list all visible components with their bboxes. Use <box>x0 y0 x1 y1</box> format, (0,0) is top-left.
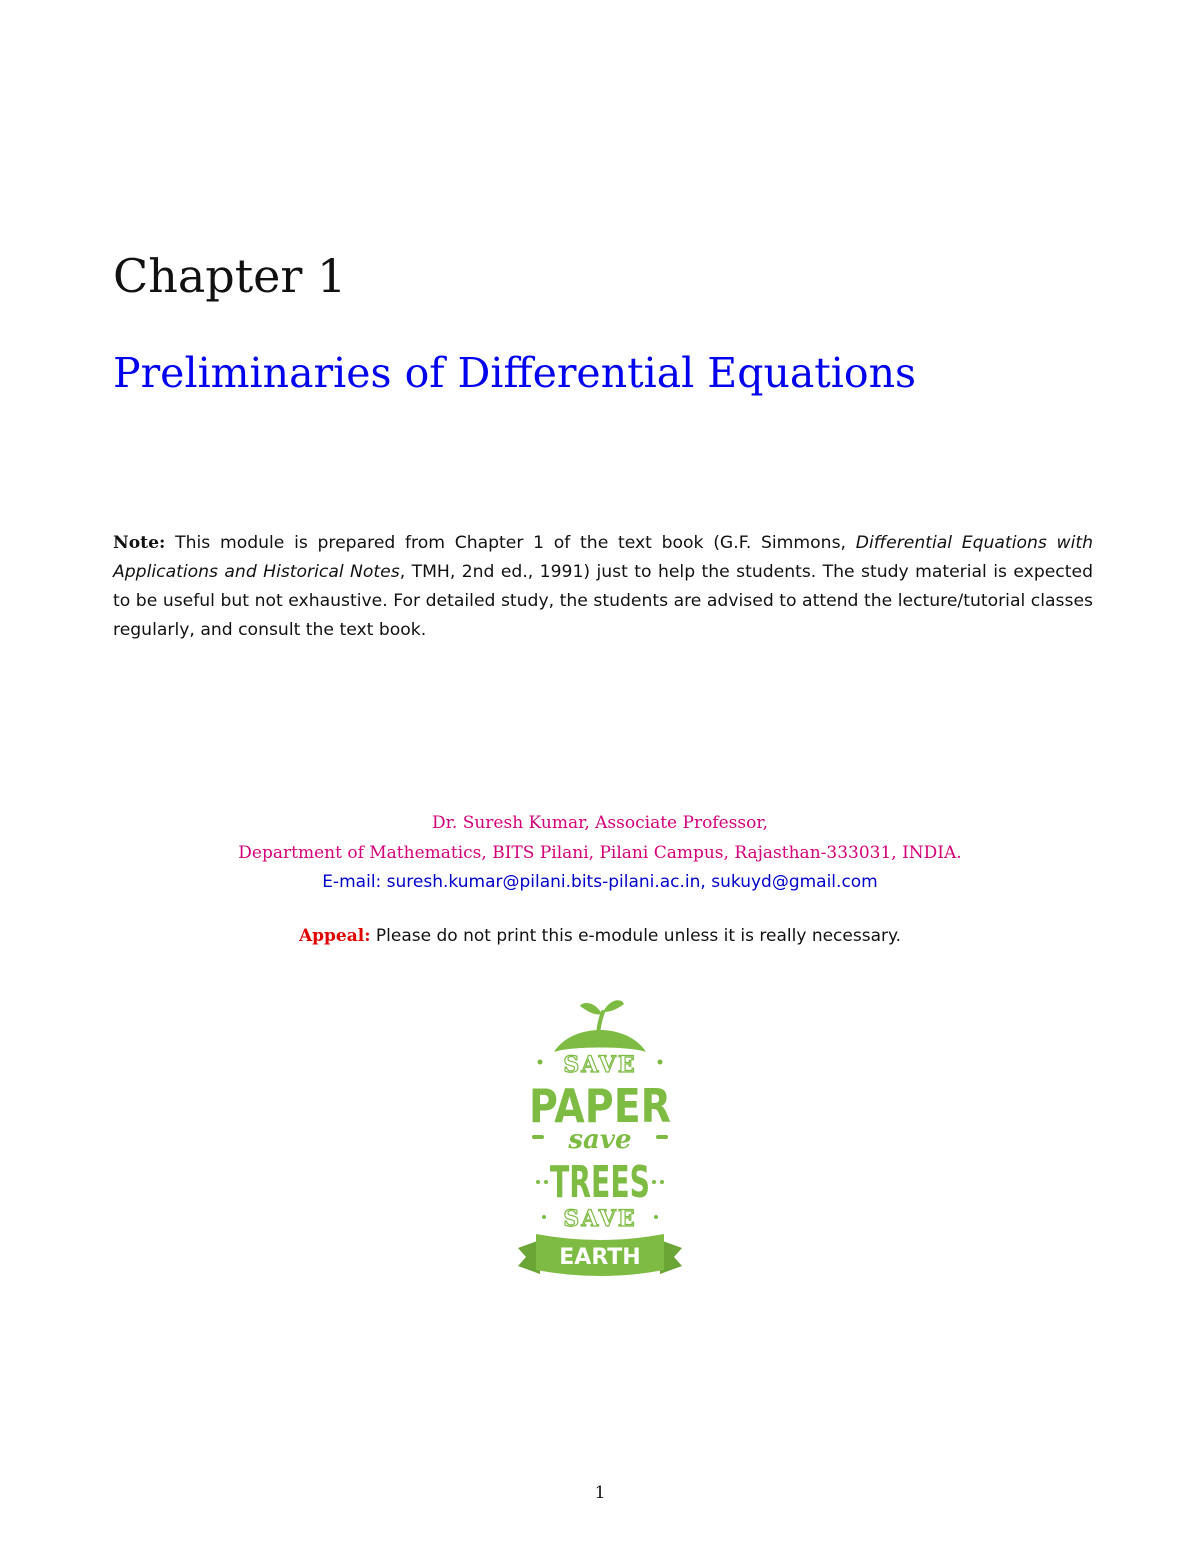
logo-earth: EARTH <box>559 1245 641 1270</box>
appeal-text: Please do not print this e-module unless it is really necessary. <box>375 926 902 946</box>
chapter-label: Chapter 1 <box>113 249 347 303</box>
author-block <box>0 808 1200 950</box>
note-label: Note: <box>113 533 166 553</box>
logo-save-1: SAVE <box>563 1052 637 1078</box>
author-email: E-mail: suresh.kumar@pilani.bits-pilani.ac.in, sukuyd@gmail.com <box>322 872 878 892</box>
logo-save-3: SAVE <box>563 1206 637 1232</box>
note-text-part-1: This module is prepared from Chapter 1 of the text book (G.F. Simmons, <box>175 533 846 553</box>
save-paper-logo <box>510 990 690 1280</box>
chapter-title: Preliminaries of Differential Equations <box>113 349 917 397</box>
book-title: Differential Equations with Applications and Historical Notes <box>113 533 1094 582</box>
page-number: 1 <box>594 1483 606 1503</box>
appeal <box>0 922 1200 950</box>
logo-paper: PAPER <box>529 1079 671 1133</box>
sprout-icon <box>554 1000 646 1052</box>
appeal-label: Appeal: <box>298 926 371 946</box>
logo-save-2: save <box>568 1125 632 1155</box>
logo-trees: TREES <box>550 1157 650 1208</box>
note-text-part-2: , TMH, 2nd ed., 1991) just to help the students. The study material is expected to be useful but not exhaustive. For detailed study, the students are advised to attend the lecture/tutorial classes regularly, and consult the text book. <box>113 562 1093 640</box>
author-name: Dr. Suresh Kumar, Associate Professor, <box>432 813 768 833</box>
author-department: Department of Mathematics, BITS Pilani, Pilani Campus, Rajasthan-333031, INDIA. <box>238 843 962 863</box>
note-paragraph <box>113 529 1093 645</box>
